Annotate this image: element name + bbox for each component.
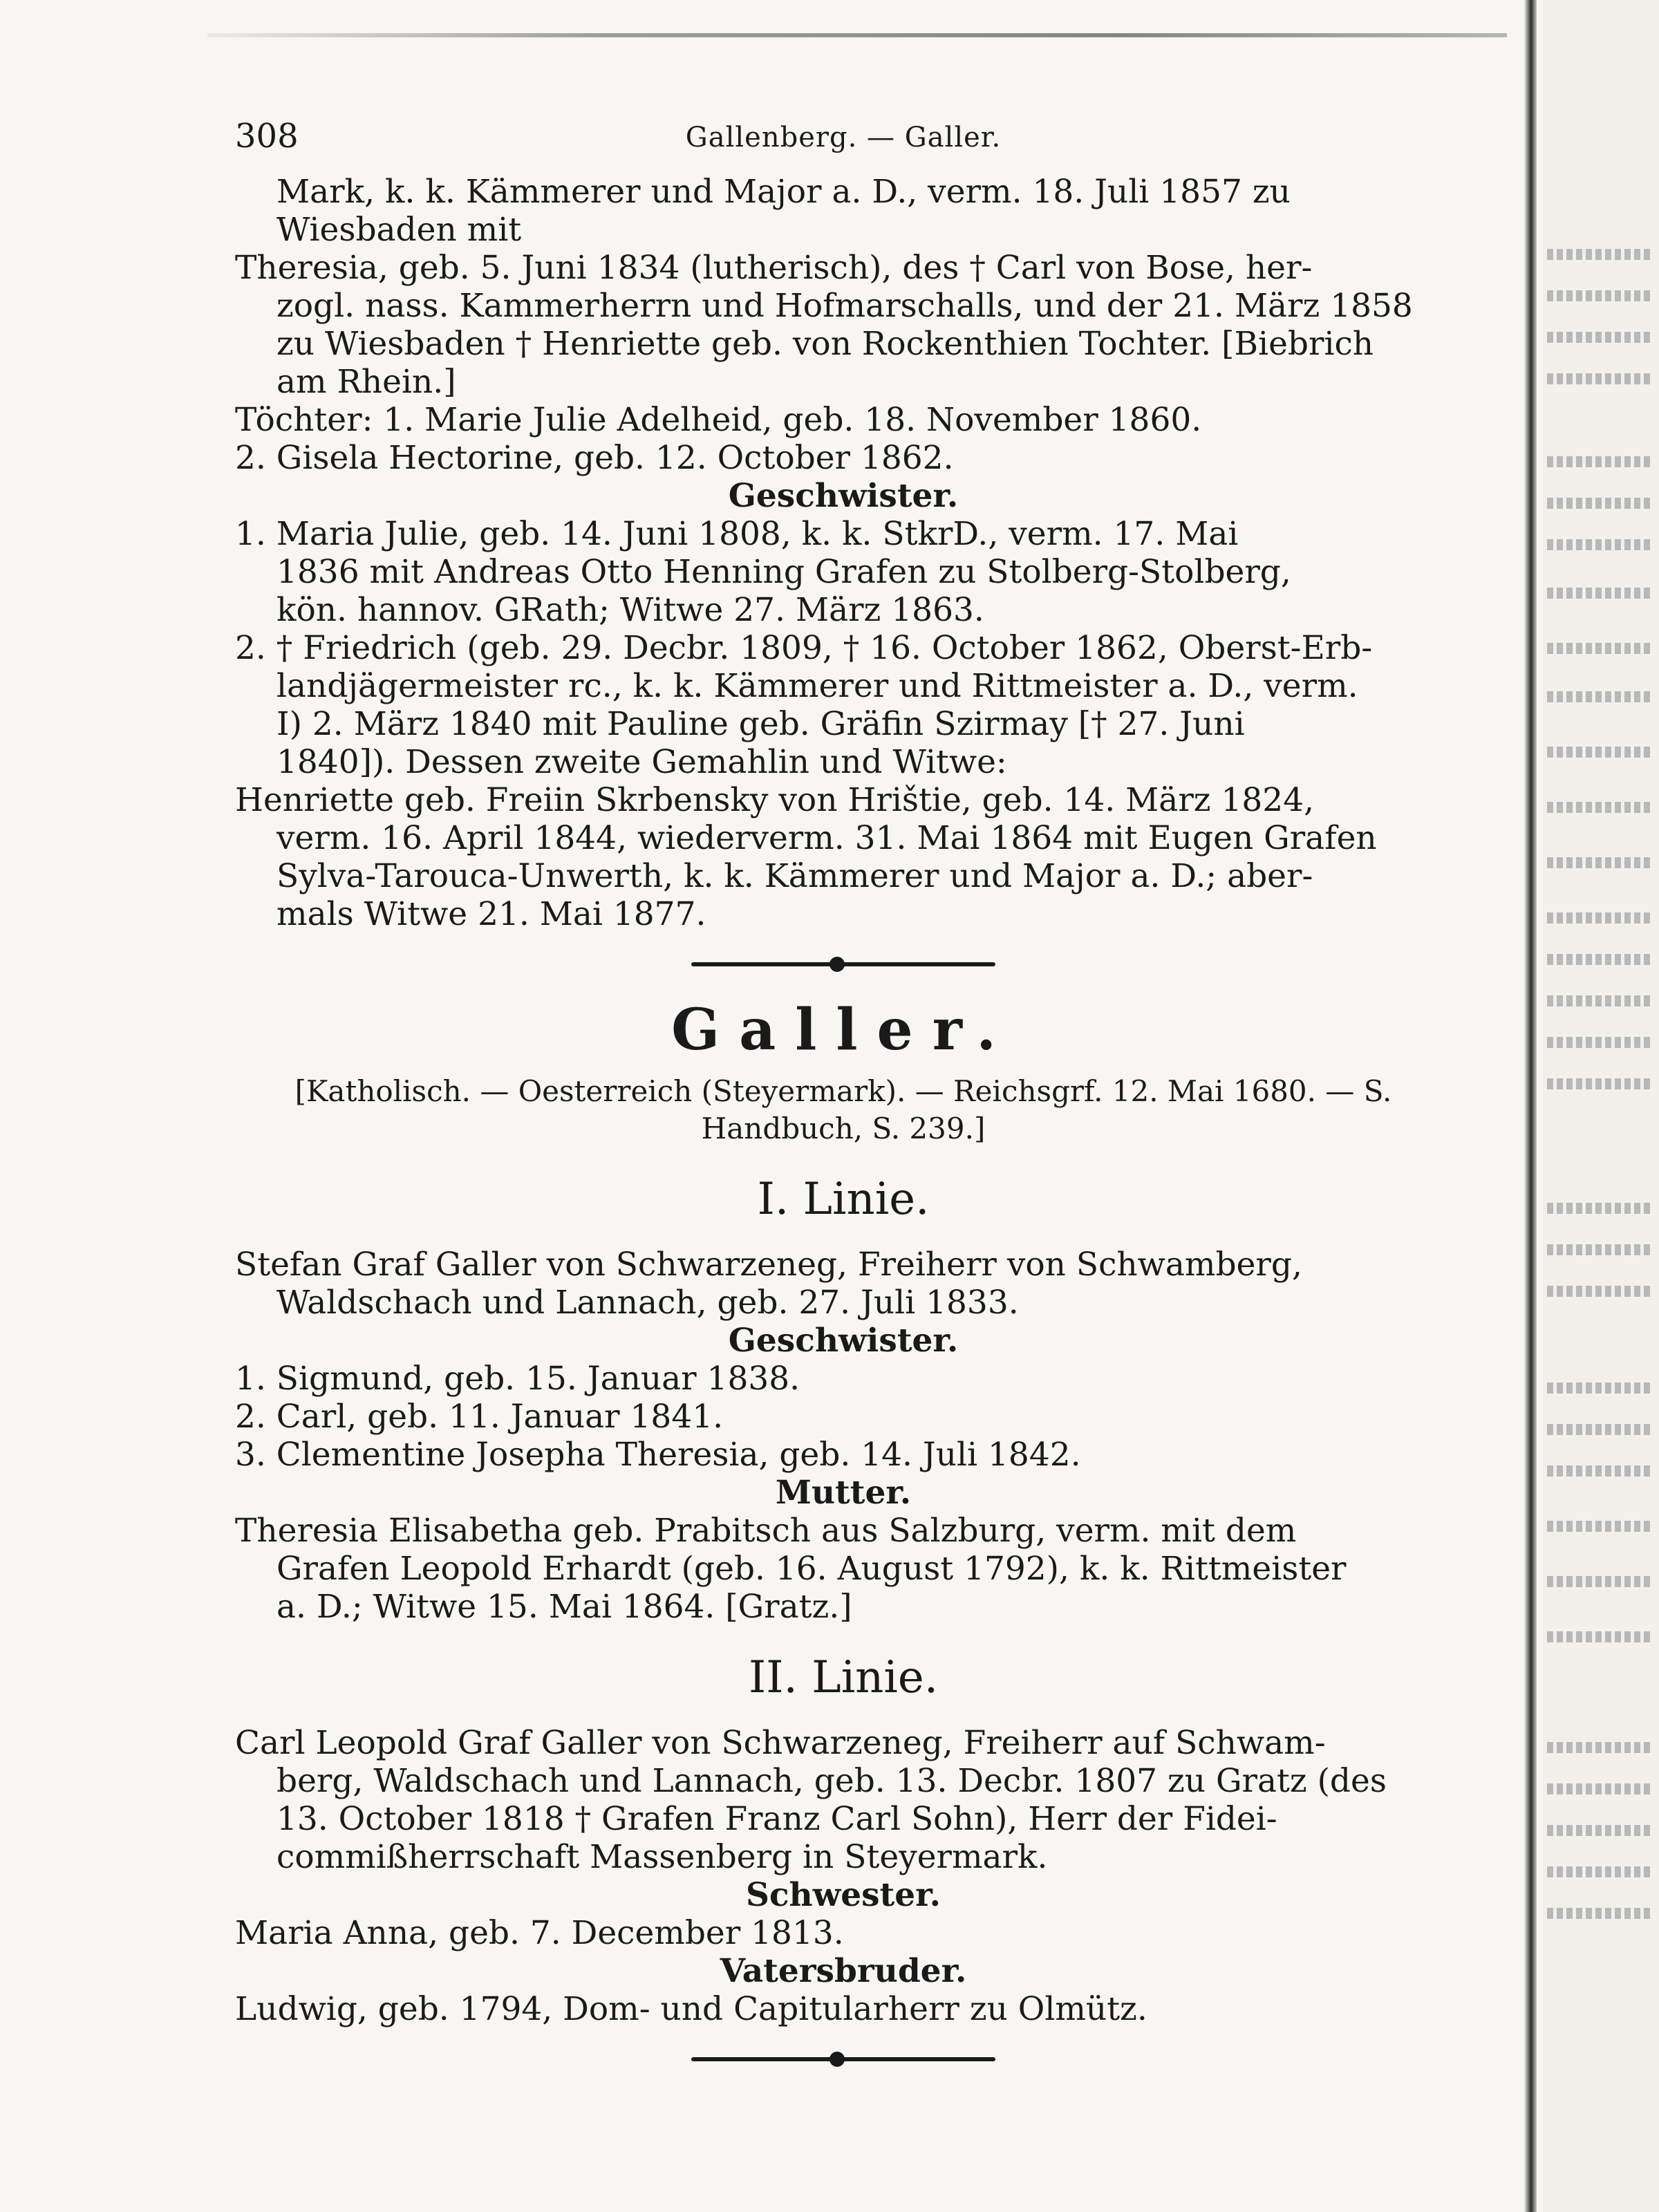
text-line: 2. Carl, geb. 11. Januar 1841. xyxy=(235,1398,724,1436)
text-line: Stefan Graf Galler von Schwarzeneg, Freiherr von Schwamberg, xyxy=(235,1246,1302,1284)
line1-head xyxy=(235,1246,1452,1322)
gallenberg-daughters xyxy=(235,401,1452,477)
section-divider xyxy=(691,2057,995,2061)
running-head: Gallenberg. — Galler. xyxy=(685,122,1002,153)
line1-mother xyxy=(235,1512,1452,1626)
page-number: 308 xyxy=(235,117,299,156)
text-line: Maria Anna, geb. 7. December 1813. xyxy=(235,1914,844,1952)
line1-siblings xyxy=(235,1360,1452,1474)
text-line: landjägermeister rc., k. k. Kämmerer und Rittmeister a. D., verm. xyxy=(276,667,1358,705)
text-line: Henriette geb. Freiin Skrbensky von Hrištie, geb. 14. März 1824, xyxy=(235,781,1315,819)
section-heading-sister: Schwester. xyxy=(746,1876,941,1914)
text-line: 1840]). Dessen zweite Gemahlin und Witwe: xyxy=(276,743,1007,781)
text-line: I) 2. März 1840 mit Pauline geb. Gräfin Szirmay [† 27. Juni xyxy=(276,705,1245,743)
text-line: Theresia Elisabetha geb. Prabitsch aus Salzburg, verm. mit dem xyxy=(235,1512,1297,1550)
text-line: berg, Waldschach und Lannach, geb. 13. Decbr. 1807 zu Gratz (des xyxy=(276,1762,1387,1800)
text-line: 3. Clementine Josepha Theresia, geb. 14. Juli 1842. xyxy=(235,1436,1081,1474)
text-line: Handbuch, S. 239.] xyxy=(701,1112,986,1145)
text-line: Theresia, geb. 5. Juni 1834 (lutherisch), des † Carl von Bose, her- xyxy=(235,249,1313,287)
text-line: Töchter: 1. Marie Julie Adelheid, geb. 18. November 1860. xyxy=(235,401,1202,439)
family-info xyxy=(235,1073,1452,1147)
text-line: Wiesbaden mit xyxy=(276,211,522,249)
text-line: mals Witwe 21. Mai 1877. xyxy=(276,895,706,933)
text-line: Sylva-Tarouca-Unwerth, k. k. Kämmerer und Major a. D.; aber- xyxy=(276,857,1313,895)
text-line: 2. Gisela Hectorine, geb. 12. October 1862. xyxy=(235,439,954,477)
gallenberg-continuation xyxy=(235,173,1452,249)
text-line: 1. Maria Julie, geb. 14. Juni 1808, k. k. StkrD., verm. 17. Mai xyxy=(235,515,1239,553)
text-line: commißherrschaft Massenberg in Steyermark. xyxy=(276,1838,1048,1876)
gallenberg-sibling-2 xyxy=(235,629,1452,781)
section-divider xyxy=(691,962,995,966)
text-line: Grafen Leopold Erhardt (geb. 16. August 1792), k. k. Rittmeister xyxy=(276,1550,1347,1588)
family-title: Galler. xyxy=(671,997,1015,1063)
scan-top-rule xyxy=(207,33,1507,37)
text-line: Waldschach und Lannach, geb. 27. Juli 1833. xyxy=(276,1284,1019,1322)
gallenberg-sibling-1 xyxy=(235,515,1452,629)
text-line: am Rhein.] xyxy=(276,363,456,401)
adjacent-page-bleed xyxy=(1543,0,1659,2212)
section-heading-mother: Mutter. xyxy=(775,1474,912,1512)
text-line: verm. 16. April 1844, wiederverm. 31. Mai 1864 mit Eugen Grafen xyxy=(276,819,1377,857)
page-header xyxy=(235,118,1452,173)
text-line: [Katholisch. — Oesterreich (Steyermark). — Reichsgrf. 12. Mai 1680. — S. xyxy=(294,1074,1392,1108)
section-heading-siblings: Geschwister. xyxy=(728,477,959,515)
text-line: 1836 mit Andreas Otto Henning Grafen zu Stolberg-Stolberg, xyxy=(276,553,1291,591)
text-line: Mark, k. k. Kämmerer und Major a. D., verm. 18. Juli 1857 zu xyxy=(276,173,1291,211)
text-line: Carl Leopold Graf Galler von Schwarzeneg, Freiherr auf Schwam- xyxy=(235,1724,1326,1762)
text-line: 13. October 1818 † Grafen Franz Carl Sohn), Herr der Fidei- xyxy=(276,1800,1277,1838)
text-line: a. D.; Witwe 15. Mai 1864. [Gratz.] xyxy=(276,1588,852,1626)
section-heading-siblings: Geschwister. xyxy=(728,1322,959,1360)
gallenberg-widow xyxy=(235,781,1452,933)
text-line: 1. Sigmund, geb. 15. Januar 1838. xyxy=(235,1360,800,1398)
text-line: kön. hannov. GRath; Witwe 27. März 1863. xyxy=(276,591,984,629)
text-line: 2. † Friedrich (geb. 29. Decbr. 1809, † 16. October 1862, Oberst-Erb- xyxy=(235,629,1373,667)
text-line: zogl. nass. Kammerherrn und Hofmarschalls, und der 21. März 1858 xyxy=(276,287,1413,325)
text-line: Ludwig, geb. 1794, Dom- und Capitularherr zu Olmütz. xyxy=(235,1990,1147,2028)
text-line: zu Wiesbaden † Henriette geb. von Rockenthien Tochter. [Biebrich xyxy=(276,325,1374,363)
section-heading-uncle: Vatersbruder. xyxy=(720,1952,967,1990)
book-gutter-edge xyxy=(1524,0,1537,2212)
line2-head xyxy=(235,1724,1452,1876)
gallenberg-spouse xyxy=(235,249,1452,401)
document-page xyxy=(235,118,1452,2090)
line-heading-1: I. Linie. xyxy=(757,1174,930,1225)
line-heading-2: II. Linie. xyxy=(748,1652,939,1703)
